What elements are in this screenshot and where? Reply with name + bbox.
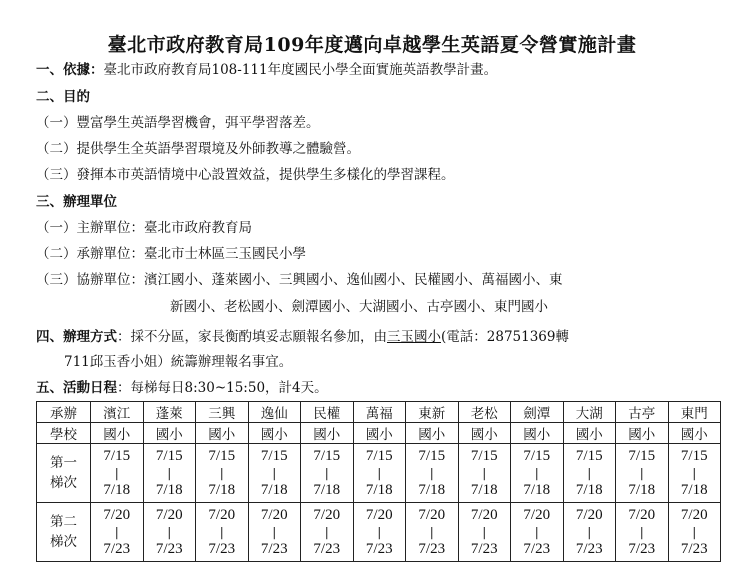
section-method-line2: 711邱玉香小姐）統籌辦理報名事宜。	[64, 354, 293, 370]
school-suffix: 國小	[523, 427, 551, 443]
school-suffix-cell	[511, 423, 564, 444]
session-label-bottom: 梯次	[50, 475, 77, 491]
session-date-cell	[143, 503, 196, 562]
school-name: 萬福	[365, 406, 393, 422]
school-suffix-cell	[668, 423, 721, 444]
school-name-cell	[353, 402, 406, 423]
table-header-row-2	[37, 423, 721, 444]
session-end-date: 7/23	[575, 541, 603, 557]
session-start-date: 7/15	[208, 448, 236, 464]
document-title: 臺北市政府教育局109年度邁向卓越學生英語夏令營實施計畫	[107, 34, 637, 56]
date-separator: |	[167, 466, 172, 480]
session-start-date: 7/15	[313, 448, 341, 464]
session-end-date: 7/23	[313, 541, 341, 557]
school-name-cell	[406, 402, 459, 423]
school-name-cell	[668, 402, 721, 423]
session-date-cell	[458, 444, 511, 503]
session-date-cell	[511, 444, 564, 503]
school-suffix-cell	[196, 423, 249, 444]
session-start-date: 7/20	[680, 507, 708, 523]
schedule-table	[36, 401, 721, 562]
session-start-date: 7/15	[260, 448, 288, 464]
date-separator: |	[534, 525, 539, 539]
session-date-cell	[196, 503, 249, 562]
session-date-cell	[248, 503, 301, 562]
date-separator: |	[587, 466, 592, 480]
school-suffix: 國小	[418, 427, 446, 443]
session-date-cell	[196, 444, 249, 503]
session-date-cell	[248, 444, 301, 503]
school-name-cell	[301, 402, 354, 423]
date-separator: |	[324, 466, 329, 480]
session-end-date: 7/18	[208, 482, 236, 498]
school-name: 東新	[418, 406, 446, 422]
section-purpose-heading: 二、目的	[36, 89, 90, 105]
section-basis-heading: 一、依據：	[36, 62, 104, 78]
session-row	[37, 444, 721, 503]
school-suffix: 國小	[628, 427, 656, 443]
session-start-date: 7/20	[313, 507, 341, 523]
school-suffix: 國小	[680, 427, 708, 443]
date-separator: |	[639, 525, 644, 539]
purpose-item-3: （三）發揮本市英語情境中心設置效益，提供學生多樣化的學習課程。	[36, 167, 455, 183]
session-start-date: 7/15	[418, 448, 446, 464]
section-schedule-text: ：每梯每日8:30~15:50，計4天。	[117, 380, 328, 396]
session-start-date: 7/20	[103, 507, 131, 523]
session-start-date: 7/20	[155, 507, 183, 523]
session-date-cell	[458, 503, 511, 562]
school-name: 劍潭	[523, 406, 551, 422]
session-start-date: 7/20	[260, 507, 288, 523]
school-name: 逸仙	[260, 406, 288, 422]
school-suffix-cell	[143, 423, 196, 444]
section-method-text-a: ：採不分區，家長衡酌填妥志願報名參加，由	[117, 329, 387, 345]
session-end-date: 7/18	[680, 482, 708, 498]
school-suffix-cell	[353, 423, 406, 444]
school-suffix-cell	[563, 423, 616, 444]
school-suffix-cell	[301, 423, 354, 444]
unit-item-1: （一）主辦單位：臺北市政府教育局	[36, 220, 252, 236]
session-end-date: 7/23	[523, 541, 551, 557]
session-start-date: 7/20	[470, 507, 498, 523]
section-basis-text: 臺北市政府教育局108-111年度國民小學全面實施英語教學計畫。	[103, 62, 498, 78]
section-units-heading: 三、辦理單位	[36, 194, 117, 210]
session-date-cell	[563, 503, 616, 562]
school-suffix: 國小	[208, 427, 236, 443]
session-end-date: 7/23	[103, 541, 131, 557]
school-name: 古亭	[628, 406, 656, 422]
school-suffix-cell	[406, 423, 459, 444]
school-suffix-cell	[91, 423, 144, 444]
section-method-text-b: (電話：28751369轉	[441, 329, 569, 345]
school-name: 濱江	[103, 406, 131, 422]
school-name-cell	[511, 402, 564, 423]
unit-item-3: （三）協辦單位：濱江國小、蓬萊國小、三興國小、逸仙國小、民權國小、萬福國小、東	[36, 272, 563, 288]
section-method	[36, 327, 569, 347]
session-end-date: 7/23	[155, 541, 183, 557]
section-schedule-heading: 五、活動日程	[36, 380, 117, 396]
section-method-heading: 四、辦理方式	[36, 329, 117, 345]
header-cell	[37, 402, 91, 423]
school-name-cell	[458, 402, 511, 423]
session-date-cell	[143, 444, 196, 503]
school-name: 蓬萊	[155, 406, 183, 422]
session-start-date: 7/20	[365, 507, 393, 523]
purpose-item-1: （一）豐富學生英語學習機會，弭平學習落差。	[36, 115, 320, 131]
session-end-date: 7/18	[155, 482, 183, 498]
session-date-cell	[668, 503, 721, 562]
date-separator: |	[692, 466, 697, 480]
school-suffix: 國小	[575, 427, 603, 443]
session-end-date: 7/23	[208, 541, 236, 557]
date-separator: |	[692, 525, 697, 539]
header-cell	[37, 423, 91, 444]
session-label-cell	[37, 444, 91, 503]
session-date-cell	[353, 503, 406, 562]
session-start-date: 7/15	[523, 448, 551, 464]
school-suffix: 國小	[313, 427, 341, 443]
school-suffix: 國小	[260, 427, 288, 443]
session-date-cell	[511, 503, 564, 562]
session-date-cell	[668, 444, 721, 503]
session-date-cell	[406, 444, 459, 503]
session-end-date: 7/23	[470, 541, 498, 557]
session-end-date: 7/23	[628, 541, 656, 557]
session-end-date: 7/18	[313, 482, 341, 498]
method-school: 三玉國小	[387, 329, 441, 345]
session-label-top: 第二	[50, 514, 77, 530]
purpose-item-2: （二）提供學生全英語學習環境及外師教導之體驗營。	[36, 141, 360, 157]
header-top-label: 承辦	[50, 406, 77, 422]
session-start-date: 7/20	[418, 507, 446, 523]
session-start-date: 7/20	[575, 507, 603, 523]
section-basis	[36, 60, 497, 80]
session-start-date: 7/20	[523, 507, 551, 523]
session-date-cell	[563, 444, 616, 503]
session-label-bottom: 梯次	[50, 534, 77, 550]
session-date-cell	[301, 503, 354, 562]
date-separator: |	[587, 525, 592, 539]
date-separator: |	[324, 525, 329, 539]
unit-item-2: （二）承辦單位：臺北市士林區三玉國民小學	[36, 246, 306, 262]
date-separator: |	[272, 525, 277, 539]
session-end-date: 7/18	[523, 482, 551, 498]
session-end-date: 7/18	[575, 482, 603, 498]
unit-item-3-continuation: 新國小、老松國小、劍潭國小、大湖國小、古亭國小、東門國小	[170, 299, 548, 315]
session-start-date: 7/15	[680, 448, 708, 464]
school-name: 民權	[313, 406, 341, 422]
session-label-top: 第一	[50, 455, 77, 471]
school-suffix: 國小	[155, 427, 183, 443]
date-separator: |	[377, 525, 382, 539]
date-separator: |	[377, 466, 382, 480]
section-schedule	[36, 378, 328, 398]
session-date-cell	[91, 444, 144, 503]
session-end-date: 7/18	[628, 482, 656, 498]
session-start-date: 7/15	[365, 448, 393, 464]
session-start-date: 7/20	[628, 507, 656, 523]
school-name-cell	[143, 402, 196, 423]
session-label-cell	[37, 503, 91, 562]
school-suffix: 國小	[103, 427, 131, 443]
school-suffix-cell	[248, 423, 301, 444]
table-header-row-1	[37, 402, 721, 423]
school-name: 大湖	[575, 406, 603, 422]
school-name-cell	[563, 402, 616, 423]
date-separator: |	[534, 466, 539, 480]
school-name-cell	[91, 402, 144, 423]
session-date-cell	[91, 503, 144, 562]
session-start-date: 7/15	[470, 448, 498, 464]
session-date-cell	[616, 444, 669, 503]
session-end-date: 7/23	[365, 541, 393, 557]
date-separator: |	[482, 525, 487, 539]
header-bottom-label: 學校	[50, 427, 77, 443]
school-name: 三興	[208, 406, 236, 422]
session-end-date: 7/23	[260, 541, 288, 557]
session-row	[37, 503, 721, 562]
school-name: 老松	[470, 406, 498, 422]
session-date-cell	[301, 444, 354, 503]
school-name-cell	[196, 402, 249, 423]
session-start-date: 7/15	[575, 448, 603, 464]
session-date-cell	[406, 503, 459, 562]
session-end-date: 7/23	[418, 541, 446, 557]
date-separator: |	[114, 525, 119, 539]
date-separator: |	[429, 525, 434, 539]
school-suffix-cell	[616, 423, 669, 444]
date-separator: |	[219, 525, 224, 539]
date-separator: |	[219, 466, 224, 480]
school-name-cell	[616, 402, 669, 423]
session-date-cell	[616, 503, 669, 562]
session-end-date: 7/18	[470, 482, 498, 498]
session-end-date: 7/23	[680, 541, 708, 557]
session-start-date: 7/15	[103, 448, 131, 464]
date-separator: |	[429, 466, 434, 480]
session-end-date: 7/18	[103, 482, 131, 498]
school-suffix: 國小	[365, 427, 393, 443]
school-name-cell	[248, 402, 301, 423]
date-separator: |	[167, 525, 172, 539]
date-separator: |	[482, 466, 487, 480]
date-separator: |	[114, 466, 119, 480]
session-end-date: 7/18	[418, 482, 446, 498]
school-name: 東門	[680, 406, 708, 422]
session-end-date: 7/18	[260, 482, 288, 498]
date-separator: |	[272, 466, 277, 480]
school-suffix-cell	[458, 423, 511, 444]
session-date-cell	[353, 444, 406, 503]
date-separator: |	[639, 466, 644, 480]
session-start-date: 7/15	[628, 448, 656, 464]
session-start-date: 7/15	[155, 448, 183, 464]
session-start-date: 7/20	[208, 507, 236, 523]
session-end-date: 7/18	[365, 482, 393, 498]
school-suffix: 國小	[470, 427, 498, 443]
